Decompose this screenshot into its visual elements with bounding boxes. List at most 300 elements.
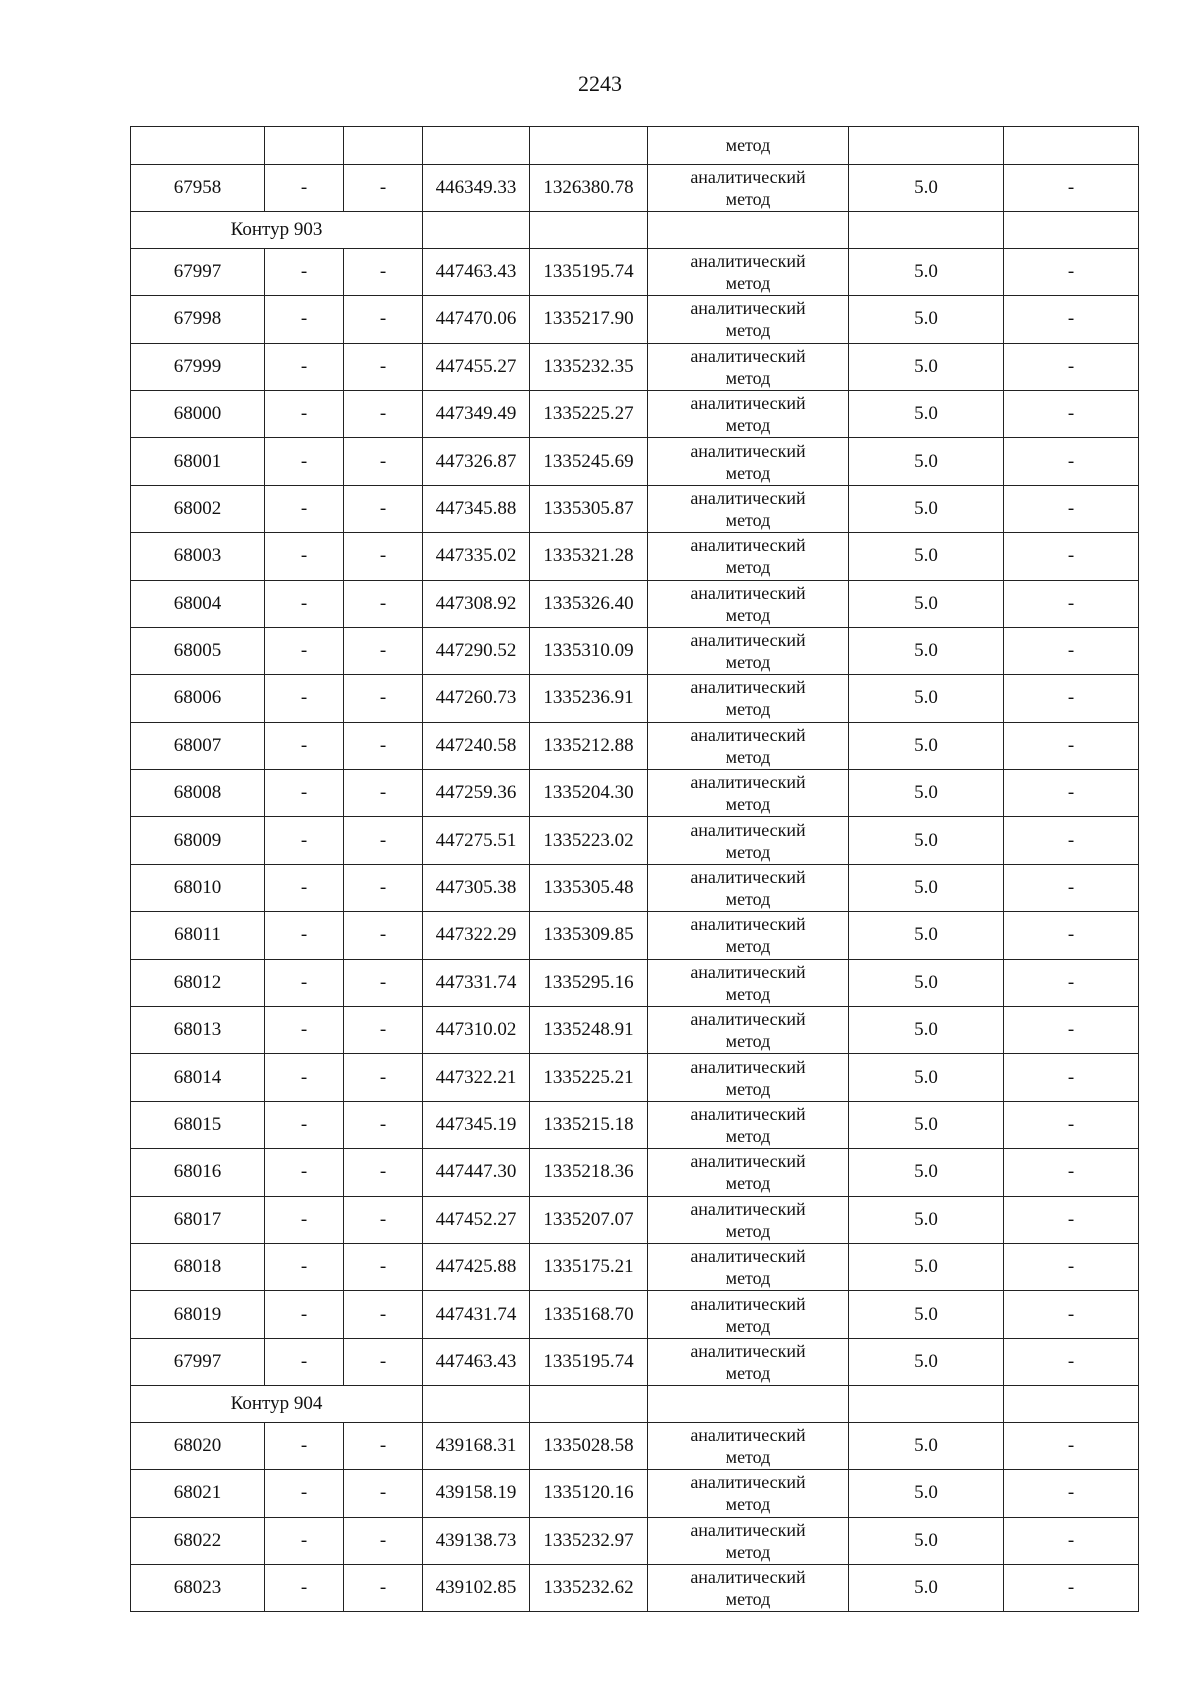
method-cell — [648, 343, 849, 390]
method-line-1: аналитический — [690, 393, 806, 414]
method-line-1: аналитический — [690, 166, 806, 187]
point-id-cell: 68015 — [131, 1101, 265, 1148]
x-coordinate-cell: 447470.06 — [423, 296, 530, 343]
method-line-1: аналитический — [690, 487, 806, 508]
precision-cell: 5.0 — [849, 675, 1004, 722]
method-cell — [648, 1054, 849, 1101]
dash-cell: - — [1004, 1243, 1139, 1290]
x-coordinate-cell: 447463.43 — [423, 1338, 530, 1385]
dash-cell: - — [344, 164, 423, 211]
method-line-1: аналитический — [690, 772, 806, 793]
dash-cell: - — [1004, 1517, 1139, 1564]
point-id-cell: 68020 — [131, 1422, 265, 1469]
table-row — [131, 1054, 1139, 1101]
dash-cell: - — [265, 864, 344, 911]
contour-label: Контур 903 — [131, 212, 423, 249]
method-cell — [648, 1338, 849, 1385]
dash-cell: - — [1004, 1564, 1139, 1611]
dash-cell: - — [344, 390, 423, 437]
method-line-2: метод — [725, 794, 771, 815]
precision-cell: 5.0 — [849, 1054, 1004, 1101]
point-id-cell: 68023 — [131, 1564, 265, 1611]
precision-cell: 5.0 — [849, 1196, 1004, 1243]
method-cell — [648, 1007, 849, 1054]
x-coordinate-cell: 447345.88 — [423, 485, 530, 532]
method-line-1: аналитический — [690, 630, 806, 651]
table-row — [131, 770, 1139, 817]
x-coordinate-cell: 439168.31 — [423, 1422, 530, 1469]
dash-cell: - — [1004, 1054, 1139, 1101]
dash-cell: - — [1004, 817, 1139, 864]
method-cell — [648, 533, 849, 580]
method-line-2: метод — [725, 1173, 771, 1194]
dash-cell: - — [1004, 912, 1139, 959]
x-coordinate-cell: 447259.36 — [423, 770, 530, 817]
table-row — [131, 722, 1139, 769]
method-line-2: метод — [725, 841, 771, 862]
dash-cell: - — [265, 1054, 344, 1101]
precision-cell: 5.0 — [849, 1243, 1004, 1290]
y-coordinate-cell: 1335215.18 — [530, 1101, 648, 1148]
dash-cell: - — [344, 533, 423, 580]
y-coordinate-cell: 1335028.58 — [530, 1422, 648, 1469]
y-coordinate-cell: 1335225.21 — [530, 1054, 648, 1101]
dash-cell: - — [344, 1338, 423, 1385]
point-id-cell: 68008 — [131, 770, 265, 817]
y-coordinate-cell: 1335248.91 — [530, 1007, 648, 1054]
contour-header-row — [131, 1386, 1139, 1423]
method-line-1: аналитический — [690, 1472, 806, 1493]
x-coordinate-cell: 439158.19 — [423, 1470, 530, 1517]
method-line-2: метод — [725, 1589, 771, 1610]
method-line-1: аналитический — [690, 582, 806, 603]
precision-cell: 5.0 — [849, 1007, 1004, 1054]
method-line-1: аналитический — [690, 1151, 806, 1172]
precision-cell: 5.0 — [849, 1470, 1004, 1517]
y-coordinate-cell: 1335305.48 — [530, 864, 648, 911]
method-cell — [648, 1517, 849, 1564]
dash-cell: - — [265, 959, 344, 1006]
y-coordinate-cell: 1335295.16 — [530, 959, 648, 1006]
dash-cell: - — [1004, 1338, 1139, 1385]
dash-cell: - — [265, 817, 344, 864]
dash-cell: - — [1004, 864, 1139, 911]
precision-cell: 5.0 — [849, 817, 1004, 864]
y-coordinate-cell: 1335232.35 — [530, 343, 648, 390]
table-row — [131, 1149, 1139, 1196]
dash-cell: - — [344, 1291, 423, 1338]
dash-cell: - — [344, 485, 423, 532]
method-line-2: метод — [725, 557, 771, 578]
y-coordinate-cell: 1335309.85 — [530, 912, 648, 959]
table-row — [131, 533, 1139, 580]
contour-label: Контур 904 — [131, 1386, 423, 1423]
x-coordinate-cell: 447431.74 — [423, 1291, 530, 1338]
method-cell — [648, 722, 849, 769]
dash-cell: - — [344, 770, 423, 817]
dash-cell: - — [344, 959, 423, 1006]
precision-cell: 5.0 — [849, 248, 1004, 295]
x-coordinate-cell: 447335.02 — [423, 533, 530, 580]
method-cell — [648, 959, 849, 1006]
point-id-cell: 68009 — [131, 817, 265, 864]
table-row — [131, 912, 1139, 959]
point-id-cell: 68002 — [131, 485, 265, 532]
dash-cell: - — [1004, 580, 1139, 627]
dash-cell: - — [1004, 1291, 1139, 1338]
method-cell — [648, 248, 849, 295]
method-line-2: метод — [725, 889, 771, 910]
method-line-1: аналитический — [690, 345, 806, 366]
dash-cell: - — [344, 1470, 423, 1517]
table-row — [131, 580, 1139, 627]
table-row — [131, 485, 1139, 532]
x-coordinate-cell: 447290.52 — [423, 627, 530, 674]
dash-cell: - — [344, 675, 423, 722]
precision-cell: 5.0 — [849, 864, 1004, 911]
coordinates-table — [130, 126, 1139, 1612]
table-row — [131, 1564, 1139, 1611]
dash-cell: - — [265, 296, 344, 343]
point-id-cell: 67997 — [131, 248, 265, 295]
dash-cell: - — [344, 817, 423, 864]
table-row — [131, 1291, 1139, 1338]
dash-cell: - — [1004, 627, 1139, 674]
method-cell — [648, 675, 849, 722]
point-id-cell: 68017 — [131, 1196, 265, 1243]
x-coordinate-cell: 447425.88 — [423, 1243, 530, 1290]
y-coordinate-cell: 1335225.27 — [530, 390, 648, 437]
precision-cell: 5.0 — [849, 390, 1004, 437]
point-id-cell: 68003 — [131, 533, 265, 580]
method-line-1: аналитический — [690, 1567, 806, 1588]
point-id-cell: 68000 — [131, 390, 265, 437]
method-line-1: аналитический — [690, 1198, 806, 1219]
dash-cell: - — [265, 1101, 344, 1148]
method-cell — [648, 296, 849, 343]
dash-cell: - — [265, 912, 344, 959]
y-coordinate-cell: 1335195.74 — [530, 248, 648, 295]
dash-cell: - — [1004, 248, 1139, 295]
y-coordinate-cell: 1335175.21 — [530, 1243, 648, 1290]
method-line-2: метод — [725, 415, 771, 436]
point-id-cell: 68004 — [131, 580, 265, 627]
point-id-cell: 68018 — [131, 1243, 265, 1290]
table-row — [131, 959, 1139, 1006]
precision-cell: 5.0 — [849, 1564, 1004, 1611]
point-id-cell: 68021 — [131, 1470, 265, 1517]
method-cell — [648, 1243, 849, 1290]
dash-cell: - — [344, 1149, 423, 1196]
y-coordinate-cell: 1335204.30 — [530, 770, 648, 817]
table-row — [131, 438, 1139, 485]
method-line-2: метод — [725, 1362, 771, 1383]
method-cell — [648, 164, 849, 211]
y-coordinate-cell: 1335120.16 — [530, 1470, 648, 1517]
dash-cell: - — [265, 248, 344, 295]
table-row — [131, 248, 1139, 295]
dash-cell: - — [344, 864, 423, 911]
dash-cell: - — [344, 1101, 423, 1148]
dash-cell: - — [344, 722, 423, 769]
dash-cell: - — [1004, 722, 1139, 769]
method-cell — [648, 1422, 849, 1469]
method-cell — [648, 1564, 849, 1611]
x-coordinate-cell: 439138.73 — [423, 1517, 530, 1564]
dash-cell: - — [1004, 1149, 1139, 1196]
x-coordinate-cell: 447308.92 — [423, 580, 530, 627]
point-id-cell: 67999 — [131, 343, 265, 390]
y-coordinate-cell: 1335326.40 — [530, 580, 648, 627]
x-coordinate-cell: 447455.27 — [423, 343, 530, 390]
dash-cell: - — [265, 722, 344, 769]
precision-cell: 5.0 — [849, 912, 1004, 959]
dash-cell: - — [265, 1517, 344, 1564]
table-row — [131, 1101, 1139, 1148]
method-cell — [648, 485, 849, 532]
table-row — [131, 1243, 1139, 1290]
dash-cell: - — [1004, 390, 1139, 437]
x-coordinate-cell: 447349.49 — [423, 390, 530, 437]
dash-cell: - — [1004, 343, 1139, 390]
continued-row — [131, 127, 1139, 165]
dash-cell: - — [1004, 533, 1139, 580]
y-coordinate-cell: 1335195.74 — [530, 1338, 648, 1385]
dash-cell: - — [265, 1338, 344, 1385]
method-line-2: метод — [725, 1078, 771, 1099]
table-row — [131, 343, 1139, 390]
page-number: 2243 — [578, 71, 622, 96]
table-row — [131, 675, 1139, 722]
method-cell — [648, 1291, 849, 1338]
dash-cell: - — [344, 248, 423, 295]
y-coordinate-cell: 1335232.97 — [530, 1517, 648, 1564]
x-coordinate-cell: 447331.74 — [423, 959, 530, 1006]
dash-cell: - — [265, 1007, 344, 1054]
method-line-1: аналитический — [690, 819, 806, 840]
method-line-1: аналитический — [690, 1104, 806, 1124]
method-line-2: метод — [725, 604, 771, 625]
x-coordinate-cell: 447322.21 — [423, 1054, 530, 1101]
precision-cell: 5.0 — [849, 296, 1004, 343]
dash-cell: - — [1004, 1007, 1139, 1054]
method-line-2: метод — [725, 462, 771, 483]
point-id-cell: 68007 — [131, 722, 265, 769]
dash-cell: - — [265, 343, 344, 390]
method-line-2: метод — [725, 746, 771, 767]
precision-cell: 5.0 — [849, 438, 1004, 485]
point-id-cell: 68022 — [131, 1517, 265, 1564]
method-cell — [648, 770, 849, 817]
y-coordinate-cell: 1335310.09 — [530, 627, 648, 674]
method-cell — [648, 1101, 849, 1148]
dash-cell: - — [344, 627, 423, 674]
point-id-cell: 67958 — [131, 164, 265, 211]
table-row — [131, 1470, 1139, 1517]
method-line-2: метод — [725, 936, 771, 957]
x-coordinate-cell: 447305.38 — [423, 864, 530, 911]
y-coordinate-cell: 1335305.87 — [530, 485, 648, 532]
point-id-cell: 68013 — [131, 1007, 265, 1054]
table-row — [131, 1517, 1139, 1564]
method-line-1: аналитический — [690, 677, 806, 698]
contour-header-row — [131, 212, 1139, 249]
precision-cell: 5.0 — [849, 1338, 1004, 1385]
precision-cell: 5.0 — [849, 627, 1004, 674]
method-line-1: аналитический — [690, 961, 806, 982]
precision-cell: 5.0 — [849, 1517, 1004, 1564]
dash-cell: - — [344, 1243, 423, 1290]
dash-cell: - — [265, 627, 344, 674]
method-line-1: аналитический — [690, 1519, 806, 1540]
precision-cell: 5.0 — [849, 770, 1004, 817]
dash-cell: - — [1004, 1101, 1139, 1148]
method-line-1: аналитический — [690, 1293, 806, 1314]
dash-cell: - — [265, 1422, 344, 1469]
point-id-cell: 68014 — [131, 1054, 265, 1101]
method-line-1: аналитический — [690, 298, 806, 319]
dash-cell: - — [1004, 1422, 1139, 1469]
method-line-1: аналитический — [690, 535, 806, 556]
table-row — [131, 627, 1139, 674]
method-cell — [648, 817, 849, 864]
dash-cell: - — [344, 1422, 423, 1469]
dash-cell: - — [344, 1196, 423, 1243]
table-row — [131, 1007, 1139, 1054]
table-row — [131, 390, 1139, 437]
point-id-cell: 68012 — [131, 959, 265, 1006]
dash-cell: - — [344, 1054, 423, 1101]
precision-cell: 5.0 — [849, 959, 1004, 1006]
table-row — [131, 817, 1139, 864]
x-coordinate-cell: 447345.19 — [423, 1101, 530, 1148]
x-coordinate-cell: 446349.33 — [423, 164, 530, 211]
method-line-1: аналитический — [690, 1009, 806, 1030]
precision-cell: 5.0 — [849, 1101, 1004, 1148]
y-coordinate-cell: 1335218.36 — [530, 1149, 648, 1196]
dash-cell: - — [1004, 485, 1139, 532]
method-line-1: аналитический — [690, 440, 806, 461]
point-id-cell: 67997 — [131, 1338, 265, 1385]
table-body — [131, 127, 1139, 1612]
method-cell — [648, 580, 849, 627]
y-coordinate-cell: 1335212.88 — [530, 722, 648, 769]
dash-cell: - — [265, 580, 344, 627]
point-id-cell: 67998 — [131, 296, 265, 343]
method-line-2: метод — [725, 1268, 771, 1289]
x-coordinate-cell: 439102.85 — [423, 1564, 530, 1611]
method-line-2: метод — [725, 367, 771, 388]
method-line-1: аналитический — [690, 1056, 806, 1077]
x-coordinate-cell: 447447.30 — [423, 1149, 530, 1196]
precision-cell: 5.0 — [849, 485, 1004, 532]
precision-cell: 5.0 — [849, 343, 1004, 390]
y-coordinate-cell: 1335245.69 — [530, 438, 648, 485]
dash-cell: - — [265, 1291, 344, 1338]
dash-cell: - — [344, 343, 423, 390]
table-row — [131, 296, 1139, 343]
method-line-1: аналитический — [690, 1340, 806, 1361]
table-row — [131, 1338, 1139, 1385]
method-line-1: аналитический — [690, 1246, 806, 1267]
method-line-2: метод — [725, 272, 771, 293]
method-line-1: аналитический — [690, 724, 806, 745]
method-cell — [648, 912, 849, 959]
precision-cell: 5.0 — [849, 1149, 1004, 1196]
dash-cell: - — [265, 675, 344, 722]
method-line-1: аналитический — [690, 1424, 806, 1445]
method-line-2: метод — [725, 1220, 771, 1241]
dash-cell: - — [344, 580, 423, 627]
dash-cell: - — [344, 912, 423, 959]
method-cell — [648, 1470, 849, 1517]
dash-cell: - — [265, 1196, 344, 1243]
dash-cell: - — [265, 390, 344, 437]
method-line-1: аналитический — [690, 914, 806, 935]
method-line-2: метод — [725, 1494, 771, 1515]
dash-cell: - — [265, 770, 344, 817]
dash-cell: - — [1004, 675, 1139, 722]
dash-cell: - — [1004, 1470, 1139, 1517]
precision-cell: 5.0 — [849, 1291, 1004, 1338]
method-line-2: метод — [725, 1126, 771, 1146]
y-coordinate-cell: 1335232.62 — [530, 1564, 648, 1611]
method-cell — [648, 627, 849, 674]
x-coordinate-cell: 447326.87 — [423, 438, 530, 485]
method-cell — [648, 390, 849, 437]
x-coordinate-cell: 447240.58 — [423, 722, 530, 769]
dash-cell: - — [265, 533, 344, 580]
point-id-cell: 68010 — [131, 864, 265, 911]
precision-cell: 5.0 — [849, 722, 1004, 769]
x-coordinate-cell: 447322.29 — [423, 912, 530, 959]
dash-cell: - — [265, 485, 344, 532]
precision-cell: 5.0 — [849, 164, 1004, 211]
dash-cell: - — [265, 438, 344, 485]
dash-cell: - — [1004, 770, 1139, 817]
y-coordinate-cell: 1335168.70 — [530, 1291, 648, 1338]
dash-cell: - — [1004, 1196, 1139, 1243]
method-line-1: аналитический — [690, 250, 806, 271]
point-id-cell: 68011 — [131, 912, 265, 959]
method-line-2: метод — [725, 1446, 771, 1467]
table-row — [131, 864, 1139, 911]
point-id-cell: 68016 — [131, 1149, 265, 1196]
method-line-2: метод — [725, 983, 771, 1004]
y-coordinate-cell: 1335217.90 — [530, 296, 648, 343]
y-coordinate-cell: 1335236.91 — [530, 675, 648, 722]
x-coordinate-cell: 447275.51 — [423, 817, 530, 864]
y-coordinate-cell: 1335223.02 — [530, 817, 648, 864]
precision-cell: 5.0 — [849, 533, 1004, 580]
method-line-2: метод — [725, 1031, 771, 1052]
precision-cell: 5.0 — [849, 1422, 1004, 1469]
y-coordinate-cell: 1326380.78 — [530, 164, 648, 211]
dash-cell: - — [265, 164, 344, 211]
precision-cell: 5.0 — [849, 580, 1004, 627]
method-cell — [648, 864, 849, 911]
dash-cell: - — [344, 438, 423, 485]
table-row — [131, 1422, 1139, 1469]
method-cell — [648, 1149, 849, 1196]
dash-cell: - — [1004, 438, 1139, 485]
x-coordinate-cell: 447463.43 — [423, 248, 530, 295]
x-coordinate-cell: 447260.73 — [423, 675, 530, 722]
table-row — [131, 164, 1139, 211]
dash-cell: - — [265, 1243, 344, 1290]
method-cell-fragment: метод — [648, 127, 849, 165]
dash-cell: - — [344, 1564, 423, 1611]
